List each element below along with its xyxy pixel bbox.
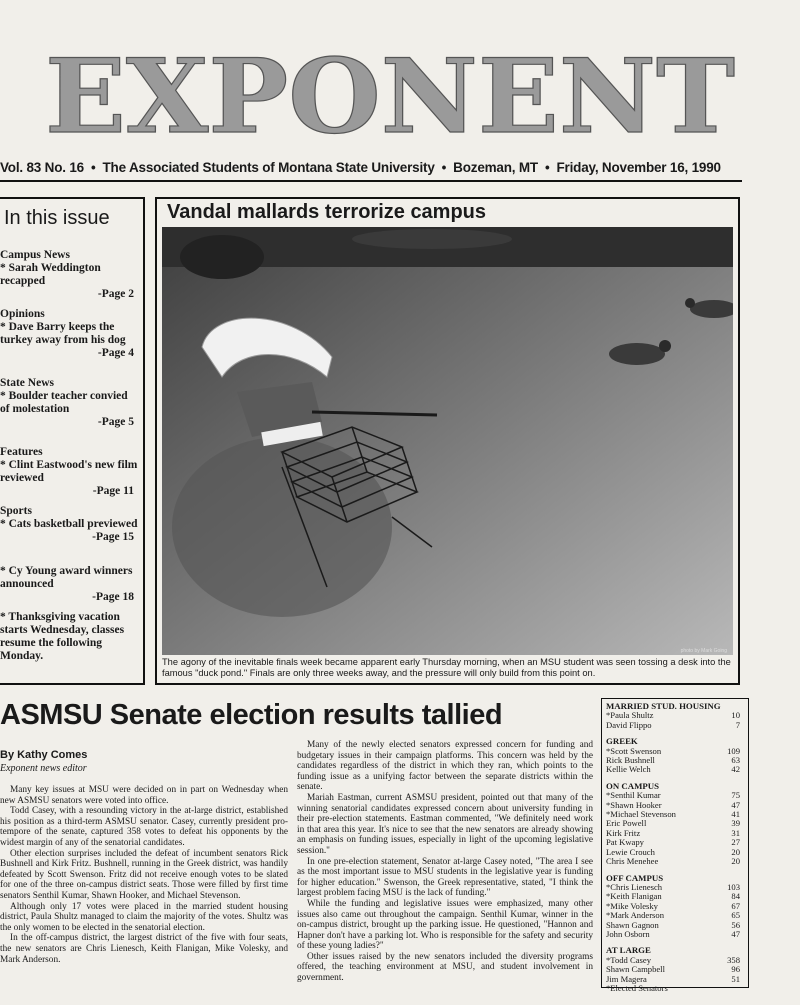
- photo-feature: [155, 197, 740, 685]
- paragraph: In one pre-election statement, Senator at-large Casey noted, "The area I see as the most important issue to MSU students in the legislative year is funding for higher education." Swenson, the Greek representative, stated, "I think the largest problem facing MSU is the lack of funding.": [297, 856, 593, 899]
- photo-image: [162, 227, 733, 655]
- vote-count: 56: [731, 919, 740, 930]
- paragraph: Other election surprises included the defeat of incumbent senators Rick Bushnell and Kirk Fritz. Bushnell, running in the Greek district, was handily defeated by Scott Swenson. Fritz did not receive enough votes to be slated for one of the three on-campus district seats. Those were filled by first time senators Senthil Kumar, Shawn Hooker, and Michael Stevenson.: [0, 848, 288, 901]
- vote-count: 10: [731, 710, 740, 721]
- candidate-name: *Mike Volesky: [606, 900, 658, 911]
- vote-count: 41: [731, 809, 740, 820]
- issue-date: Friday, November 16, 1990: [556, 160, 721, 175]
- vote-count: 27: [731, 837, 740, 848]
- vote-count: [740, 984, 744, 993]
- sidebar-item: State News * Boulder teacher convied of molestation -Page 5: [0, 377, 134, 428]
- results-row: [606, 857, 744, 866]
- candidate-name: Eric Powell: [606, 818, 647, 829]
- vote-count: 358: [727, 954, 740, 965]
- candidate-name: Jim Magera: [606, 973, 647, 984]
- byline: By Kathy Comes: [0, 749, 88, 761]
- paragraph: Todd Casey, with a resounding victory in the at-large district, established his position as a third-term ASMSU senator. Casey, currently president pro-tempore of the senate, captured 358 votes to defeat his opponents by the widest margin of any of the senatorial candidates.: [0, 806, 288, 848]
- paragraph: Many of the newly elected senators expressed concern for funding and budgetary issues in their campaign platforms. This concern was held by the candidates regardless of the district in which they ran, which points to the funding issue as a unifying factor between the separate districts within the senate.: [297, 740, 593, 793]
- candidate-name: *Senthil Kumar: [606, 790, 661, 801]
- candidate-name: *Todd Casey: [606, 954, 651, 965]
- candidate-name: David Flippo: [606, 719, 652, 730]
- results-group: [606, 946, 744, 993]
- sidebar-item: Campus News * Sarah Weddington recapped -Page 2: [0, 249, 134, 300]
- vote-count: 51: [731, 973, 740, 984]
- results-group: [606, 874, 744, 940]
- candidate-name: *Chris Lienesch: [606, 881, 663, 892]
- city: Bozeman, MT: [453, 160, 538, 175]
- candidate-name: *Shawn Hooker: [606, 799, 662, 810]
- candidate-name: Kellie Welch: [606, 764, 651, 775]
- masthead-logo: [40, 40, 740, 150]
- results-group-heading: ON CAMPUS: [606, 780, 660, 791]
- candidate-name: Shawn Campbell: [606, 964, 665, 975]
- article-headline: ASMSU Senate election results tallied: [0, 699, 503, 731]
- sidebar-item: Features * Clint Eastwood's new film reviewed -Page 11: [0, 446, 138, 497]
- results-row: [606, 984, 744, 993]
- candidate-name: *Keith Flanigan: [606, 891, 662, 902]
- vote-count: 47: [731, 799, 740, 810]
- results-group-heading: GREEK: [606, 736, 638, 747]
- paragraph: Although only 17 votes were placed in the married student housing district, Paula Shultz managed to claim the majority of the votes. Shultz was the only women to be elected in the senatorial election.: [0, 901, 288, 933]
- candidate-name: Rick Bushnell: [606, 755, 655, 766]
- sidebar-item: * Cy Young award winners announced -Page 18: [0, 565, 134, 603]
- vote-count: 7: [735, 719, 740, 730]
- paragraph: Mariah Eastman, current ASMSU president, pointed out that many of the winning senatorial candidates expressed concern about university funding in their pre-election statements. Eastman commented, "We definitely need work in that area this year. It's nice to see that the new senators are already showing an emphasis on funding issues, especially in light of the upcoming legislative session.": [297, 792, 593, 856]
- candidate-name: *Paula Shultz: [606, 710, 654, 721]
- candidate-name: Shawn Gagnon: [606, 919, 659, 930]
- article-column-1: [0, 785, 288, 965]
- masthead-title: EXPONENT: [45, 40, 735, 150]
- vote-count: 39: [731, 818, 740, 829]
- article-column-2: [297, 740, 593, 984]
- candidate-name: *Scott Swenson: [606, 745, 662, 756]
- volume-number: Vol. 83 No. 16: [0, 160, 84, 175]
- candidate-name: Lewie Crouch: [606, 846, 655, 857]
- dateline-rule: [0, 180, 742, 182]
- vote-count: 63: [731, 755, 740, 766]
- vote-count: 109: [727, 745, 740, 756]
- vote-count: 75: [731, 790, 740, 801]
- vote-count: 96: [731, 964, 740, 975]
- vote-count: 42: [731, 764, 740, 775]
- vote-count: 67: [731, 900, 740, 911]
- candidate-name: *Mark Anderson: [606, 910, 664, 921]
- vote-count: 20: [731, 846, 740, 857]
- photo-headline: Vandal mallards terrorize campus: [167, 201, 487, 223]
- byline-role: Exponent news editor: [0, 763, 87, 774]
- results-row: [606, 930, 744, 939]
- results-group: [606, 702, 744, 730]
- vote-count: 103: [727, 881, 740, 892]
- vote-count: 47: [731, 928, 740, 939]
- sidebar-item: Opinions * Dave Barry keeps the turkey away from his dog -Page 4: [0, 308, 134, 359]
- vote-count: 31: [731, 827, 740, 838]
- masthead: [40, 40, 740, 150]
- dateline: Vol. 83 No. 16 • The Associated Students of Montana State University • Bozeman, MT • Friday, November 16, 1990: [0, 160, 721, 175]
- results-group-heading: AT LARGE: [606, 945, 651, 956]
- in-this-issue-box: [0, 197, 145, 685]
- results-group: [606, 782, 744, 867]
- paragraph: Other issues raised by the new senators included the diversity programs offered, the teaching environment at MSU, and student involvement in government.: [297, 951, 593, 984]
- results-row: [606, 765, 744, 774]
- candidate-name: *Elected Senators: [606, 982, 668, 993]
- results-group-heading: OFF CAMPUS: [606, 872, 664, 883]
- candidate-name: *Michael Stevenson: [606, 809, 676, 820]
- results-group-heading: MARRIED STUD. HOUSING: [606, 701, 721, 711]
- election-results-box: [601, 698, 749, 993]
- candidate-name: John Osborn: [606, 928, 650, 939]
- candidate-name: Pat Kwapy: [606, 837, 644, 848]
- vote-count: 65: [731, 910, 740, 921]
- photo-credit: photo by Mark Going: [680, 648, 727, 654]
- paragraph: Many key issues at MSU were decided on in part on Wednesday when new ASMSU senators were voted into office.: [0, 785, 288, 806]
- paragraph: In the off-campus district, the largest district of the five with four seats, the new senators are Chris Lienesch, Keith Flanigan, Mike Volesky, and Mark Anderson.: [0, 933, 288, 965]
- vote-count: 84: [731, 891, 740, 902]
- results-row: [606, 721, 744, 730]
- publisher: The Associated Students of Montana State University: [102, 160, 435, 175]
- duck-pond-photo: [162, 227, 733, 655]
- vote-count: 20: [731, 856, 740, 867]
- paragraph: While the funding and legislative issues were emphasized, many other issues also came out throughout the campaign. Senthil Kumar, winner in the on-campus district, brought up the parking issue. He questioned, "Hannon and Hapner don't have a parking lot. Who is responsible for the safety and security of these young ladies?": [297, 898, 593, 952]
- sidebar-item: * Thanksgiving vacation starts Wednesday, classes resume the following Monday.: [0, 611, 125, 662]
- sidebar-item: Sports * Cats basketball previewed -Page 15: [0, 505, 138, 543]
- photo-caption: The agony of the inevitable finals week became apparent early Thursday morning, when an MSU student was seen tossing a desk into the famous "duck pond." Finals are only three weeks away, and the pressure will only build from this point on.: [162, 657, 731, 678]
- sidebar-title: In this issue: [4, 207, 110, 229]
- results-group: [606, 737, 744, 775]
- candidate-name: Chris Menehee: [606, 856, 659, 867]
- candidate-name: Kirk Fritz: [606, 827, 641, 838]
